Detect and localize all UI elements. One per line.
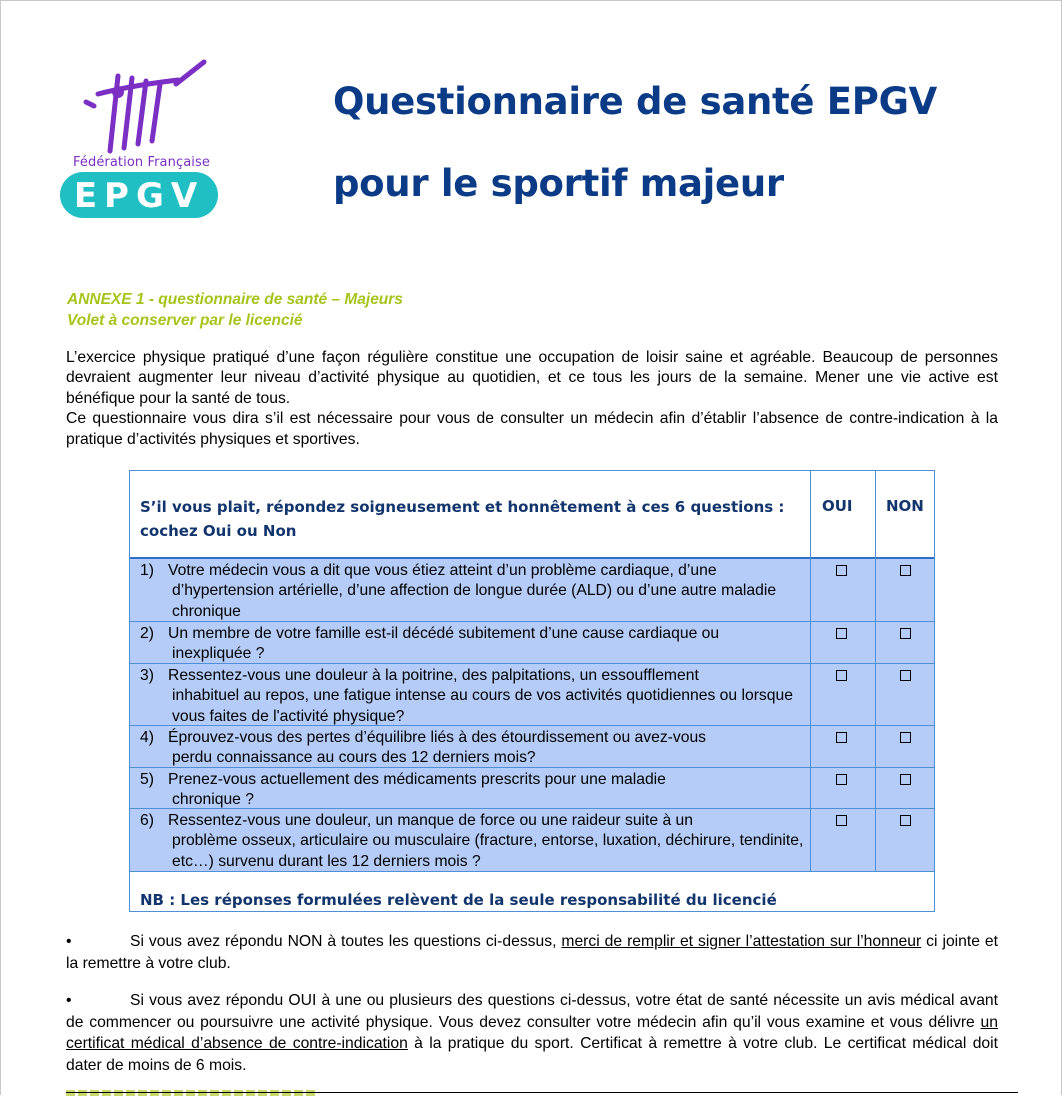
question-text (140, 811, 805, 872)
table-header-instructions (140, 495, 800, 543)
annex-line1: ANNEXE 1 - questionnaire de santé – Majeurs (67, 291, 403, 308)
checkbox-oui-4[interactable] (836, 732, 847, 743)
bottom-divider (66, 1092, 1018, 1093)
bullet-answer-oui (66, 990, 998, 1076)
checkbox-non-4[interactable] (900, 732, 911, 743)
bullet-icon: • (66, 992, 72, 1009)
annex-line2: Volet à conserver par le licencié (67, 312, 303, 329)
checkbox-non-1[interactable] (900, 565, 911, 576)
question-continuation: perdu connaissance au cours des 12 derniers mois? (172, 749, 536, 767)
bullet-icon: • (66, 933, 72, 950)
question-continuation: inhabituel au repos, une fatigue intense au cours de vos activités quotidiennes ou lorsque vous faites de l'activité physique? (172, 687, 793, 725)
intro-text (66, 348, 998, 450)
question-row-6 (130, 809, 934, 872)
logo-subtitle: Fédération Française (73, 155, 210, 170)
question-first-line: Ressentez-vous une douleur à la poitrine, des palpitations, un essoufflement (168, 667, 699, 684)
question-continuation: chronique ? (172, 791, 254, 809)
attestation-link[interactable]: merci de remplir et signer l’attestation sur l’honneur (561, 933, 922, 950)
bullet-text-post: à la pratique du sport. Certificat à remettre à votre club. Le certificat médical doit dater de moins de 6 mois. (66, 1035, 998, 1074)
question-first-line: Prenez-vous actuellement des médicaments prescrits pour une maladie (168, 771, 666, 788)
cut-off-heading (66, 1090, 316, 1096)
table-header (130, 471, 934, 559)
question-text (140, 666, 805, 727)
question-number: 3) (140, 667, 154, 684)
question-continuation: problème osseux, articulaire ou musculaire (fracture, entorse, luxation, déchirure, tendinite, etc…) survenu durant les 12 derniers mois ? (172, 832, 804, 870)
table-footer-note: NB : Les réponses formulées relèvent de la seule responsabilité du licencié (140, 891, 777, 909)
question-row-5 (130, 768, 934, 809)
intro-paragraph-2: Ce questionnaire vous dira s’il est nécessaire pour vous de consulter un médecin afin d’établir l’absence de contre-indication à la pratique d’activités physiques et sportives. (66, 410, 998, 448)
question-number: 4) (140, 729, 154, 746)
column-divider (875, 471, 876, 871)
question-row-2 (130, 622, 934, 664)
bullet-text-pre: Si vous avez répondu OUI à une ou plusieurs des questions ci-dessus, votre état de santé nécessite un avis médical avant de commencer ou poursuivre une activité physique. Vous devez consulter votre médecin afin qu’il vous examine et vous délivre (66, 992, 998, 1031)
checkbox-non-6[interactable] (900, 815, 911, 826)
health-questionnaire-table (129, 470, 935, 912)
column-header-oui: OUI (822, 497, 853, 515)
table-header-line1: S’il vous plait, répondez soigneusement et honnêtement à ces 6 questions : (140, 498, 785, 516)
bullet-text-pre: Si vous avez répondu NON à toutes les questions ci-dessus, (130, 933, 562, 950)
question-text (140, 728, 805, 769)
checkbox-non-5[interactable] (900, 774, 911, 785)
question-number: 2) (140, 625, 154, 642)
checkbox-oui-6[interactable] (836, 815, 847, 826)
medical-certificate-link[interactable]: un certificat médical d’absence de contre-indication (66, 1013, 998, 1052)
column-divider (810, 471, 811, 871)
question-number: 5) (140, 771, 154, 788)
bullet-answer-non (66, 931, 998, 974)
annex-heading (67, 289, 403, 331)
checkbox-oui-3[interactable] (836, 670, 847, 681)
bullet-text-post: ci jointe et la remettre à votre club. (66, 933, 998, 972)
question-text (140, 561, 805, 622)
page-title-line2: pour le sportif majeur (333, 162, 784, 205)
logo-epgv-badge: EPGV (60, 172, 218, 218)
checkbox-non-3[interactable] (900, 670, 911, 681)
column-header-non: NON (886, 497, 924, 515)
question-rows (130, 559, 934, 872)
page-title-line1: Questionnaire de santé EPGV (333, 80, 938, 123)
intro-paragraph-1: L’exercice physique pratiqué d’une façon régulière constitue une occupation de loisir saine et agréable. Beaucoup de personnes devraient augmenter leur niveau d’activité physique au quotidien, et ce tous les jours de la semaine. Mener une vie active est bénéfique pour la santé de tous. (66, 349, 998, 407)
question-first-line: Votre médecin vous a dit que vous étiez atteint d’un problème cardiaque, d’une (168, 562, 717, 579)
question-row-1 (130, 559, 934, 622)
question-text (140, 770, 805, 811)
table-header-line2: cochez Oui ou Non (140, 522, 297, 540)
question-first-line: Ressentez-vous une douleur, un manque de force ou une raideur suite à un (168, 812, 694, 829)
checkbox-non-2[interactable] (900, 628, 911, 639)
question-first-line: Un membre de votre famille est-il décédé subitement d’une cause cardiaque ou (168, 625, 720, 642)
checkbox-oui-2[interactable] (836, 628, 847, 639)
question-row-3 (130, 664, 934, 726)
checkbox-oui-1[interactable] (836, 565, 847, 576)
question-continuation: d’hypertension artérielle, d’une affection de longue durée (ALD) ou d’une autre maladie chronique (172, 582, 777, 620)
question-row-4 (130, 726, 934, 768)
checkbox-oui-5[interactable] (836, 774, 847, 785)
question-text (140, 624, 805, 665)
question-number: 6) (140, 812, 154, 829)
question-continuation: inexpliquée ? (172, 645, 265, 663)
question-number: 1) (140, 562, 154, 579)
question-first-line: Éprouvez-vous des pertes d’équilibre liés à des étourdissement ou avez-vous (168, 729, 707, 746)
